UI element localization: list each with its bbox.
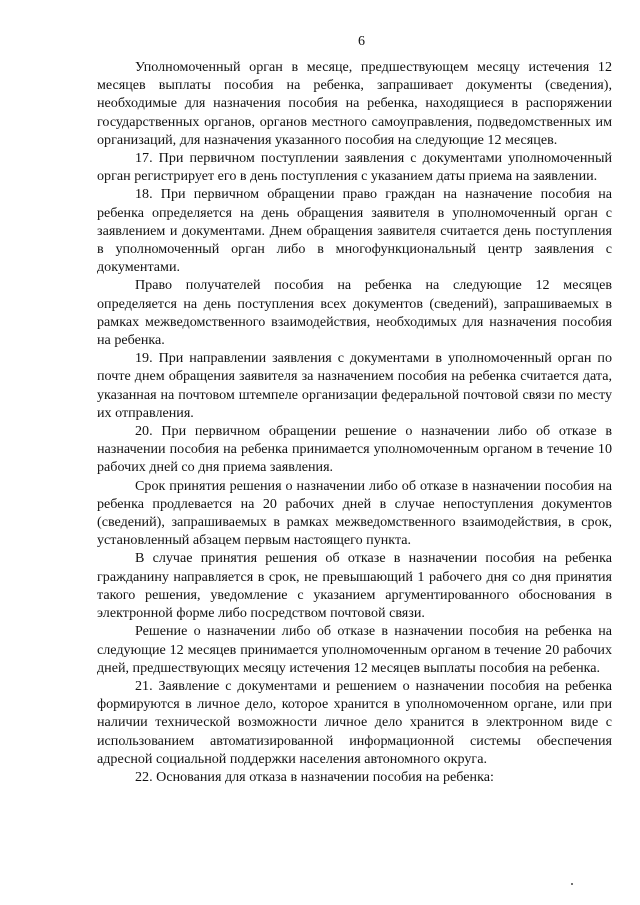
paragraph-request-documents: Уполномоченный орган в месяце, предшествующем месяцу истечения 12 месяцев выплаты пособия на ребенка, запрашивает документы (сведения), необходимые для назначения пособия на ребенка, находящиеся в распоряжении государственных органов, органов местного самоуправления, подведомственных им организаций, для назначения указанного пособия на следующие 12 месяцев.	[97, 59, 612, 148]
paragraph-18-right-next-period: Право получателей пособия на ребенка на следующие 12 месяцев определяется на день поступления всех документов (сведений), запрашиваемых в рамках межведомственного взаимодействия, необходимых для назначения пособия на ребенка.	[97, 277, 612, 349]
paragraph-20-refusal-notice: В случае принятия решения об отказе в назначении пособия на ребенка гражданину направляется в срок, не превышающий 1 рабочего дня со дня принятия такого решения, уведомление с указанием аргументированного обоснования в электронной форме либо посредством почтовой связи.	[97, 550, 612, 622]
paragraph-17: 17. При первичном поступлении заявления с документами уполномоченный орган регистрирует его в день поступления с указанием даты приема на заявлении.	[97, 150, 612, 185]
paragraph-19: 19. При направлении заявления с документами в уполномоченный орган по почте днем обращения заявителя за назначением пособия на ребенка считается дата, указанная на почтовом штемпеле организации федеральной почтовой связи по месту их отправления.	[97, 350, 612, 421]
paragraph-22: 22. Основания для отказа в назначении пособия на ребенка:	[135, 768, 494, 785]
paragraph-20-next-period-decision: Решение о назначении либо об отказе в назначении пособия на ребенка на следующие 12 месяцев принимается уполномоченным органом в течение 20 рабочих дней, предшествующих месяцу истечения 12 месяцев выплаты пособия на ребенка.	[97, 623, 612, 676]
scan-speck	[571, 883, 573, 885]
paragraph-21: 21. Заявление с документами и решением о назначении пособия на ребенка формируются в личное дело, которое хранится в уполномоченном органе, или при наличии технической возможности личное дело хранится в электронном виде с использованием автоматизированной информационной системы обеспечения адресной социальной поддержки населения автономного округа.	[97, 677, 612, 767]
page-number: 6	[358, 34, 365, 49]
paragraph-18: 18. При первичном обращении право граждан на назначение пособия на ребенка определяется на день обращения заявителя в уполномоченный орган с заявлением и документами. Днем обращения заявителя считается день поступления в уполномоченный орган либо в многофункциональный центр заявления с документами.	[97, 186, 612, 276]
paragraph-20-term-extension: Срок принятия решения о назначении либо об отказе в назначении пособия на ребенка продлевается на 20 рабочих дней в случае непоступления документов (сведений), запрашиваемых в рамках межведомственного взаимодействия, в срок, установленный абзацем первым настоящего пункта.	[97, 477, 612, 549]
paragraph-20: 20. При первичном обращении решение о назначении либо об отказе в назначении пособия на ребенка принимается уполномоченным органом в течение 10 рабочих дней со дня приема заявления.	[97, 423, 612, 476]
